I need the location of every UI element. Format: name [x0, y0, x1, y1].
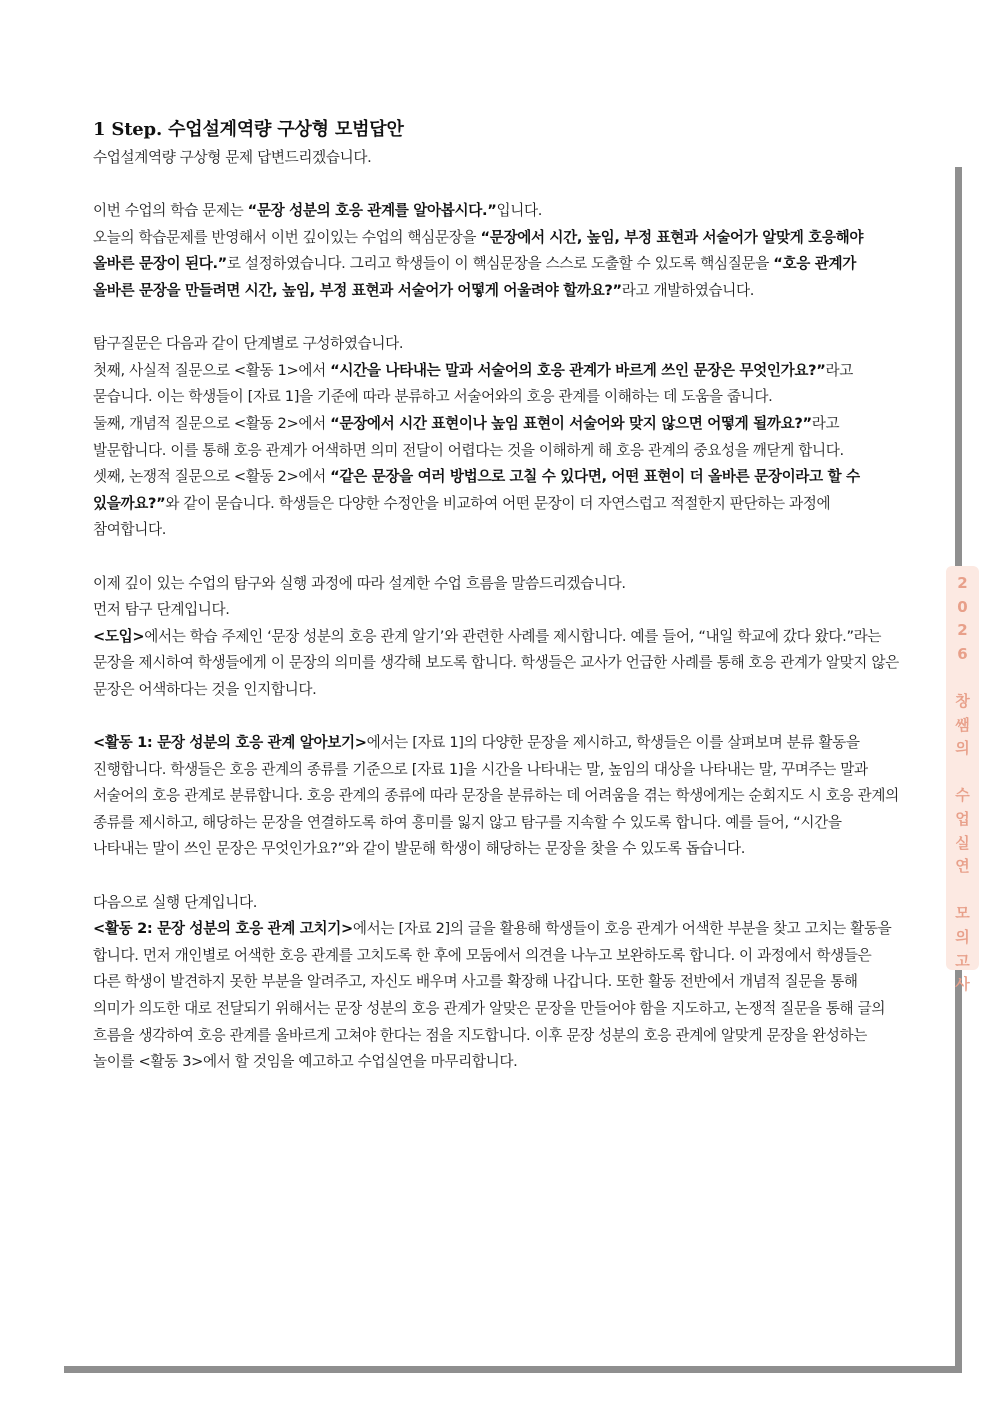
side-tab-char: 2: [957, 574, 968, 592]
inquiry-questions-paragraph: 탐구질문은 다음과 같이 단계별로 구성하였습니다. 첫째, 사실적 질문으로 <활동 1>에서 “시간을 나타내는 말과 서술어의 호응 관계가 바르게 쓰인 문장은 무엇인가요?”라고 묻습니다. 이는 학생들이 [자료 1]을 기준에 따라 분류하고 서술어와의 호응 관계를 이해하는 데 도움을 줍니다. 둘째, 개념적 질문으로 <활동 2>에서 “문장에서 시간 표현이나 높임 표현이 서술어와 맞지 않으면 어떻게 될까요?”라고 발문합니다. 이를 통해 호응 관계가 어색하면 의미 전달이 어렵다는 것을 이해하게 해 호응 관계의 중요성을 깨닫게 합니다. 셋째, 논쟁적 질문으로 <활동 2>에서 “같은 문장을 여러 방법으로 고칠 수 있다면, 어떤 표현이 더 올바른 문장이라고 할 수 있을까요?”와 같이 묻습니다. 학생들은 다양한 수정안을 비교하여 어떤 문장이 더 자연스럽고 적절한지 판단하는 과정에 참여합니다.: [93, 335, 860, 539]
side-tab-char: 의: [955, 739, 970, 758]
side-tab-char: 고: [955, 951, 970, 970]
learning-problem-paragraph: 이번 수업의 학습 문제는 “문장 성분의 호응 관계를 알아봅시다.”입니다. 오늘의 학습문제를 반영해서 이번 깊이있는 수업의 핵심문장을 “문장에서 시간, 높임, 부정 표현과 서술어가 알맞게 호응해야 올바른 문장이 된다.”로 설정하였습니다. 그리고 학생들이 이 핵심문장을 스스로 도출할 수 있도록 핵심질문을 “호응 관계가 올바른 문장을 만들려면 시간, 높임, 부정 표현과 서술어가 어떻게 어울려야 할까요?”라고 개발하였습니다.: [93, 202, 864, 299]
side-tab-char: 의: [955, 927, 970, 946]
side-tab-char: 수: [955, 786, 970, 805]
inquiry-stage-paragraph: 이제 깊이 있는 수업의 탐구와 실행 과정에 따라 설계한 수업 흐름을 말씀드리겠습니다. 먼저 탐구 단계입니다. <도입>에서는 학습 주제인 ‘문장 성분의 호응 관계 알기’와 관련한 사례를 제시합니다. 예를 들어, “내일 학교에 갔다 왔다.”라는 문장을 제시하여 학생들에게 이 문장의 의미를 생각해 보도록 합니다. 학생들은 교사가 언급한 사례를 통해 호응 관계가 알맞지 않은 문장은 어색하다는 것을 인지합니다.: [93, 574, 899, 698]
side-tab-char: 0: [957, 597, 968, 616]
side-tab-char: 창: [955, 691, 970, 710]
side-tab-char: 업: [955, 809, 970, 828]
execution-stage-paragraph: 다음으로 실행 단계입니다. <활동 2: 문장 성분의 호응 관계 고치기>에서는 [자료 2]의 글을 활용해 학생들이 호응 관계가 어색한 부분을 찾고 고치는 활동을 합니다. 먼저 개인별로 어색한 호응 관계를 고치도록 한 후에 모둠에서 의견을 나누고 보완하도록 합니다. 이 과정에서 학생들은 다른 학생이 발견하지 못한 부분을 알려주고, 자신도 배우며 사고를 확장해 나갑니다. 또한 활동 전반에서 개념적 질문을 통해 의미가 의도한 대로 전달되기 위해서는 문장 성분의 호응 관계가 알맞은 문장을 만들어야 함을 지도하고, 논쟁적 질문을 통해 글의 흐름을 생각하여 호응 관계를 올바르게 고쳐야 한다는 점을 지도합니다. 이후 문장 성분의 호응 관계에 알맞게 문장을 완성하는 놀이를 <활동 3>에서 할 것임을 예고하고 수업실연을 마무리합니다.: [93, 893, 892, 1071]
side-tab-char: 실: [955, 833, 970, 852]
intro-line: 수업설계역량 구상형 문제 답변드리겠습니다.: [93, 149, 372, 166]
activity-1-paragraph: <활동 1: 문장 성분의 호응 관계 알아보기>에서는 [자료 1]의 다양한 문장을 제시하고, 학생들은 이를 살펴보며 분류 활동을 진행합니다. 학생들은 호응 관계의 종류를 기준으로 [자료 1]을 시간을 나타내는 말, 높임의 대상을 나타내는 말, 꾸며주는 말과 서술어의 호응 관계로 분류합니다. 호응 관계의 종류에 따라 문장을 분류하는 데 어려움을 겪는 학생에게는 순회지도 시 호응 관계의 종류를 제시하고, 해당하는 문장을 연결하도록 하여 흥미를 잃지 않고 탐구를 지속할 수 있도록 합니다. 예를 들어, “시간을 나타내는 말이 쓰인 문장은 무엇인가요?”와 같이 발문해 학생이 해당하는 문장을 찾을 수 있도록 돕습니다.: [93, 734, 899, 858]
side-tab-char: [960, 666, 965, 690]
page-title: 1 Step. 수업설계역량 구상형 모범답안: [93, 119, 404, 140]
side-tab-label: [946, 566, 979, 994]
side-tab-char: 연: [955, 857, 970, 876]
side-tab-char: 모: [955, 904, 970, 923]
answer-body: [93, 115, 899, 1076]
side-tab-char: 쌤: [955, 715, 970, 734]
side-tab-char: [960, 761, 965, 785]
side-tab-char: 2: [957, 621, 968, 640]
side-tab-char: 사: [955, 975, 970, 994]
side-tab-char: [960, 879, 965, 903]
side-tab-char: 6: [957, 644, 968, 663]
page-border-bottom: [64, 1366, 962, 1373]
